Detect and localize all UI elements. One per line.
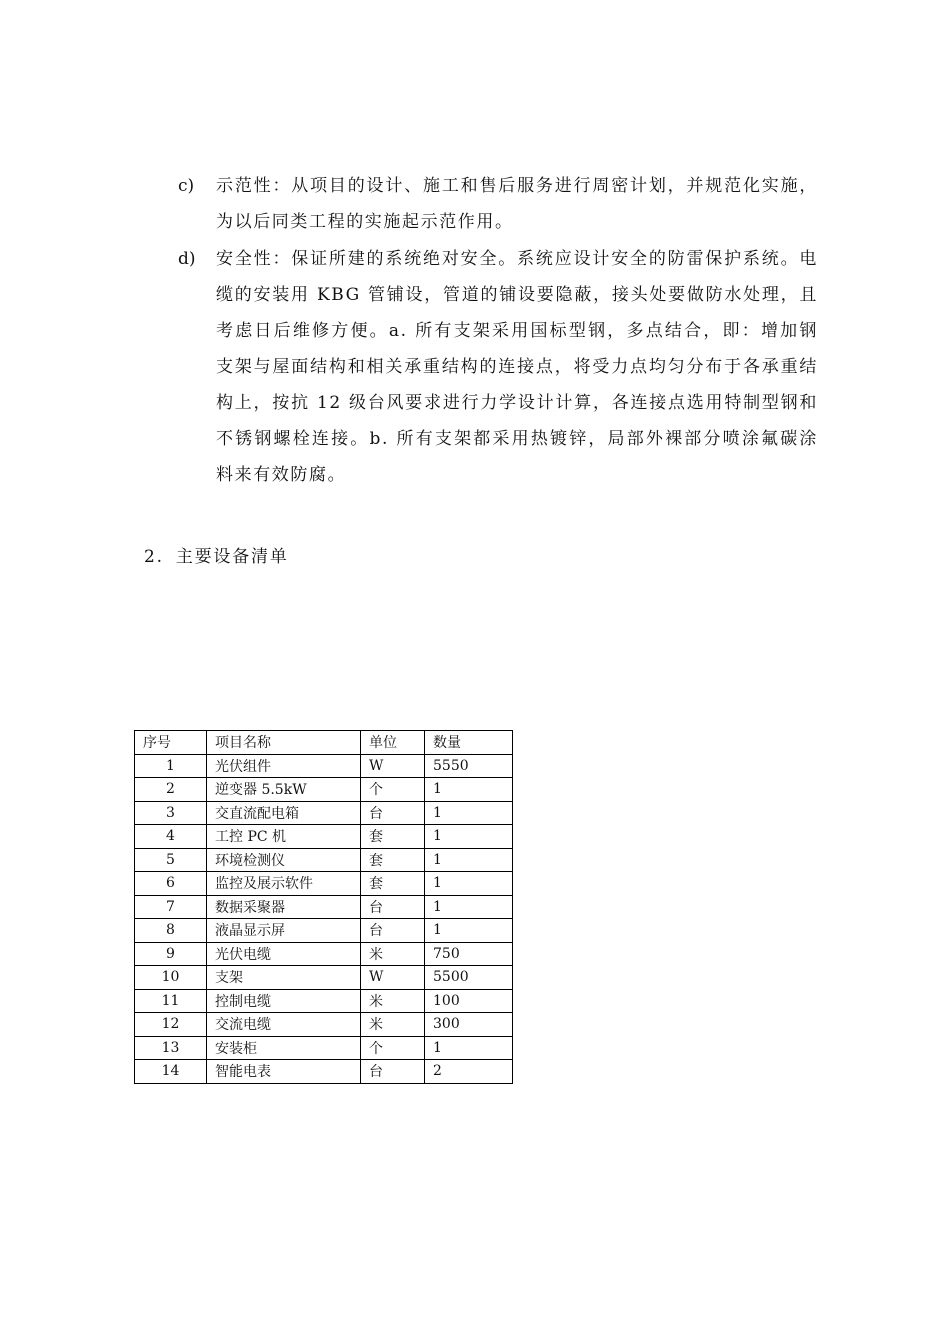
cell-item-name: 控制电缆 (207, 989, 361, 1013)
cell-quantity: 5500 (425, 966, 513, 990)
table-header-row (135, 731, 513, 755)
cell-item-name: 交流电缆 (207, 1013, 361, 1037)
list-item-text: 安全性：保证所建的系统绝对安全。系统应设计安全的防雷保护系统。电缆的安装用 KBG 管铺设，管道的铺设要隐蔽，接头处要做防水处理，且考虑日后维修方便。a. 所有支架采用国标型钢，多点结合，即：增加钢支架与屋面结构和相关承重结构的连接点，将受力点均匀分布于各承重结构上，按抗 12 级台风要求进行力学设计计算，各连接点选用特制型钢和不锈钢螺栓连接。b. 所有支架都采用热镀锌，局部外裸部分喷涂氟碳涂料来有效防腐。 (216, 249, 818, 485)
cell-unit: 米 (361, 989, 425, 1013)
table-row (135, 825, 513, 849)
header-item-name: 项目名称 (207, 731, 361, 755)
cell-index: 9 (135, 942, 207, 966)
list-item-c (178, 168, 818, 240)
section-number: 2. (144, 547, 164, 567)
equipment-table (134, 730, 513, 1084)
cell-quantity: 1 (425, 848, 513, 872)
cell-item-name: 支架 (207, 966, 361, 990)
cell-unit: W (361, 966, 425, 990)
cell-item-name: 光伏电缆 (207, 942, 361, 966)
cell-quantity: 5550 (425, 754, 513, 778)
cell-index: 10 (135, 966, 207, 990)
section-title: 主要设备清单 (175, 547, 289, 567)
header-unit: 单位 (361, 731, 425, 755)
section-heading (144, 539, 289, 575)
list-item-text: 示范性：从项目的设计、施工和售后服务进行周密计划，并规范化实施，为以后同类工程的实施起示范作用。 (216, 176, 818, 232)
cell-index: 6 (135, 872, 207, 896)
cell-quantity: 1 (425, 801, 513, 825)
table-row (135, 1013, 513, 1037)
list-item-d (178, 241, 818, 493)
cell-unit: 台 (361, 801, 425, 825)
header-index: 序号 (135, 731, 207, 755)
cell-index: 8 (135, 919, 207, 943)
cell-unit: 米 (361, 1013, 425, 1037)
cell-unit: 个 (361, 778, 425, 802)
cell-index: 13 (135, 1036, 207, 1060)
table-row (135, 895, 513, 919)
cell-item-name: 数据采聚器 (207, 895, 361, 919)
table-row (135, 942, 513, 966)
cell-quantity: 1 (425, 895, 513, 919)
cell-unit: 台 (361, 895, 425, 919)
list-marker: c) (178, 176, 195, 196)
cell-quantity: 2 (425, 1060, 513, 1084)
cell-item-name: 光伏组件 (207, 754, 361, 778)
cell-index: 12 (135, 1013, 207, 1037)
table-row (135, 848, 513, 872)
table-row (135, 1060, 513, 1084)
header-quantity: 数量 (425, 731, 513, 755)
cell-unit: 套 (361, 825, 425, 849)
table-row (135, 989, 513, 1013)
cell-unit: 套 (361, 872, 425, 896)
list-marker: d) (178, 249, 196, 269)
table-row (135, 872, 513, 896)
cell-unit: 个 (361, 1036, 425, 1060)
cell-item-name: 逆变器 5.5kW (207, 778, 361, 802)
cell-quantity: 1 (425, 919, 513, 943)
cell-item-name: 环境检测仪 (207, 848, 361, 872)
table-row (135, 778, 513, 802)
cell-unit: 米 (361, 942, 425, 966)
cell-quantity: 1 (425, 1036, 513, 1060)
cell-item-name: 工控 PC 机 (207, 825, 361, 849)
cell-index: 14 (135, 1060, 207, 1084)
table-row (135, 919, 513, 943)
table-row (135, 801, 513, 825)
cell-item-name: 交直流配电箱 (207, 801, 361, 825)
cell-quantity: 100 (425, 989, 513, 1013)
cell-unit: 台 (361, 1060, 425, 1084)
cell-index: 2 (135, 778, 207, 802)
table-row (135, 966, 513, 990)
cell-quantity: 300 (425, 1013, 513, 1037)
cell-quantity: 750 (425, 942, 513, 966)
cell-unit: 套 (361, 848, 425, 872)
cell-index: 5 (135, 848, 207, 872)
table-row (135, 754, 513, 778)
cell-unit: 台 (361, 919, 425, 943)
cell-index: 7 (135, 895, 207, 919)
cell-item-name: 智能电表 (207, 1060, 361, 1084)
cell-index: 4 (135, 825, 207, 849)
cell-quantity: 1 (425, 825, 513, 849)
cell-quantity: 1 (425, 872, 513, 896)
cell-index: 11 (135, 989, 207, 1013)
cell-unit: W (361, 754, 425, 778)
cell-quantity: 1 (425, 778, 513, 802)
cell-index: 3 (135, 801, 207, 825)
cell-item-name: 液晶显示屏 (207, 919, 361, 943)
cell-index: 1 (135, 754, 207, 778)
table-row (135, 1036, 513, 1060)
cell-item-name: 监控及展示软件 (207, 872, 361, 896)
cell-item-name: 安装柜 (207, 1036, 361, 1060)
